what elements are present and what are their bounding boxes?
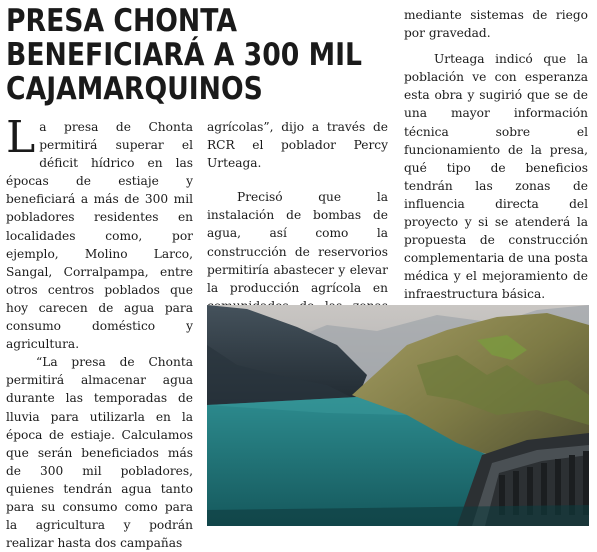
article-column-2 — [207, 118, 388, 333]
article-column-1 — [6, 112, 193, 552]
article-paragraph-3-continued: mediante sistemas de riego por gravedad. — [404, 8, 588, 41]
drop-cap: L — [6, 112, 36, 163]
article-paragraph-2-continued: agrícolas”, dijo a través de RCR el poblador Percy Urteaga. — [207, 120, 388, 171]
paragraph-1-text: a presa de Chonta permitirá superar el déficit hídrico en las épocas de estiaje y beneficiará a más de 300 mil pobladores residentes en localidades como, por ejemplo, Molino Larco, Sangal, Corralpampa, entre otros centros poblados que hoy carecen de agua para consumo doméstico y agricultura. — [6, 120, 193, 352]
article-paragraph-2: “La presa de Chonta permitirá almacenar agua durante las temporadas de lluvia para utilizarla en la época de estiaje. Calculamos que serán beneficiados más de 300 mil pobladores, quienes tendrán agua tanto para su consumo como para la agricultura y podrán realizar hasta dos campañas — [6, 355, 193, 551]
headline — [6, 3, 363, 107]
article-paragraph-1 — [6, 112, 193, 353]
article-paragraph-3: Precisó que la instalación de bombas de agua, así como la construcción de reservorios permitiría abastecer y elevar la producción agrícola en — [207, 190, 388, 295]
headline-line-1: PRESA CHONTA — [6, 3, 238, 39]
dam-reservoir-photo — [207, 305, 589, 526]
article-paragraph-4: Urteaga indicó que la población ve con esperanza esta obra y sugirió que se de una mayor información técnica sobre el funcionamiento de la presa, qué tipo de beneficios tendrán las zonas de influencia directa del proyecto y si se atenderá la propuesta de construcción complementaria de una posta médica y el mejoramiento de infraestructura básica. — [404, 52, 588, 302]
headline-line-3: CAJAMARQUINOS — [6, 71, 263, 107]
dam-reservoir-rendering-icon — [207, 305, 589, 526]
headline-line-2: BENEFICIARÁ A 300 MIL — [6, 37, 363, 73]
article-column-3 — [404, 6, 588, 304]
